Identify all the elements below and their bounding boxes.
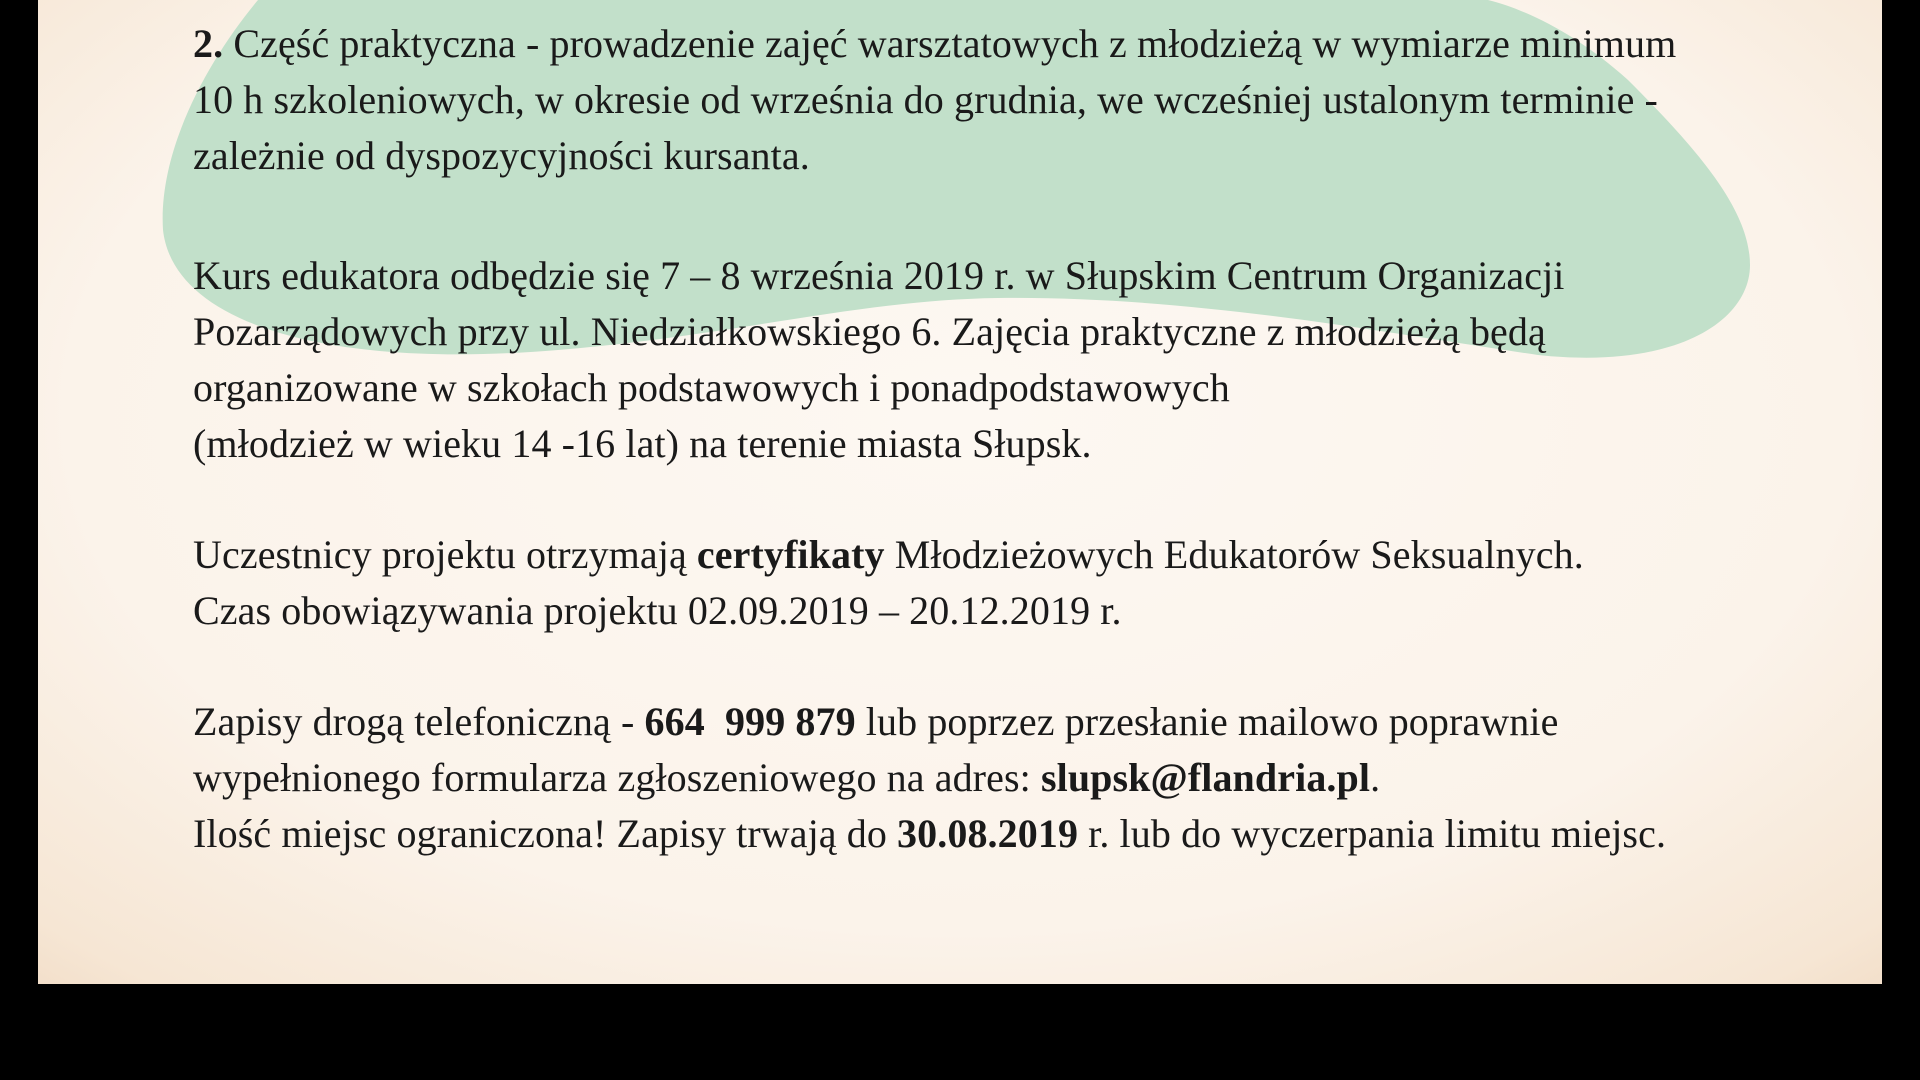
- certificates-text-pre: Uczestnicy projektu otrzymają: [193, 532, 697, 577]
- practical-line-2: 10 h szkoleniowych, w okresie od września do grudnia, we wcześniej ustalonym terminie -: [193, 77, 1658, 122]
- course-line-2: Pozarządowych przy ul. Niedziałkowskiego 6. Zajęcia praktyczne z młodzieżą będą: [193, 309, 1546, 354]
- phone-number: 664 999 879: [644, 699, 856, 744]
- signup-paragraph: [193, 694, 1833, 862]
- certificates-paragraph: [193, 527, 1833, 639]
- email-address[interactable]: slupsk@flandria.pl: [1040, 755, 1371, 800]
- section-number: 2.: [193, 21, 224, 66]
- course-line-1: Kurs edukatora odbędzie się 7 – 8 września 2019 r. w Słupskim Centrum Organizacji: [193, 253, 1565, 298]
- course-info-paragraph: [193, 248, 1833, 472]
- practical-part-paragraph: [193, 16, 1833, 184]
- email-period: .: [1370, 755, 1381, 800]
- practical-line-1: Część praktyczna - prowadzenie zajęć warsztatowych z młodzieżą w wymiarze minimum: [233, 21, 1677, 66]
- certificates-highlight: certyfikaty: [696, 532, 885, 577]
- signup-text-pre: Zapisy drogą telefoniczną -: [193, 699, 645, 744]
- form-text: wypełnionego formularza zgłoszeniowego na adres:: [193, 755, 1041, 800]
- certificates-text-post: Młodzieżowych Edukatorów Seksualnych.: [884, 532, 1584, 577]
- limit-text-pre: Ilość miejsc ograniczona! Zapisy trwają do: [193, 811, 898, 856]
- signup-text-post: lub poprzez przesłanie mailowo poprawnie: [855, 699, 1559, 744]
- limit-text-post: r. lub do wyczerpania limitu miejsc.: [1078, 811, 1667, 856]
- poster-text: [193, 16, 1833, 862]
- poster-page: [38, 0, 1882, 984]
- project-duration: Czas obowiązywania projektu 02.09.2019 – 20.12.2019 r.: [193, 588, 1122, 633]
- signup-deadline: 30.08.2019: [897, 811, 1079, 856]
- course-line-3: organizowane w szkołach podstawowych i ponadpodstawowych: [193, 365, 1230, 410]
- practical-line-3: zależnie od dyspozycyjności kursanta.: [193, 133, 810, 178]
- course-line-4: (młodzież w wieku 14 -16 lat) na terenie miasta Słupsk.: [193, 421, 1092, 466]
